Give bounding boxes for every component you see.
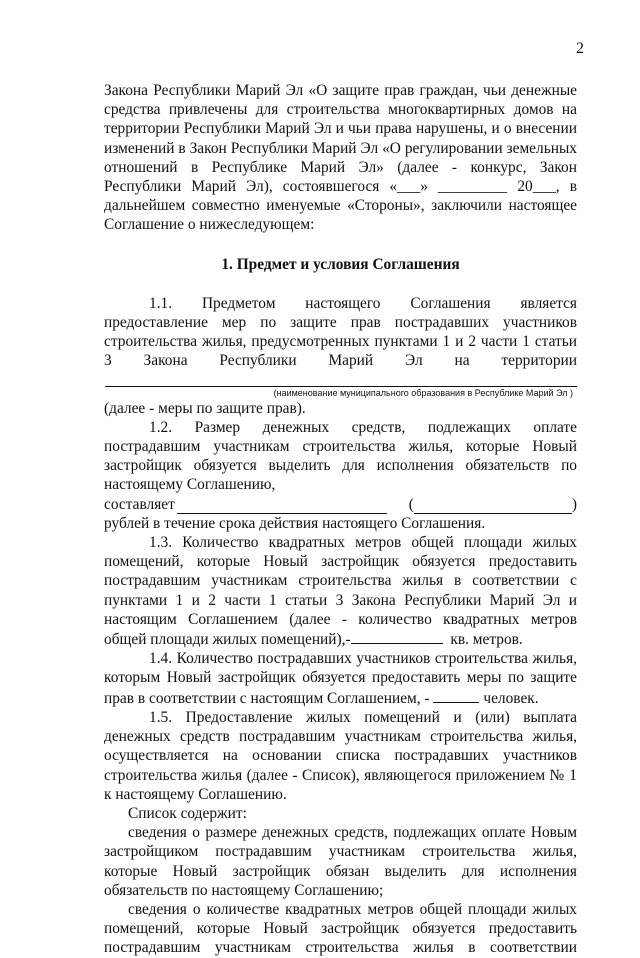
area-blank bbox=[351, 629, 443, 644]
people-count-blank bbox=[433, 688, 479, 703]
clause-1-2-text: 1.2. Размер денежных средств, подлежащих оплате пострадавшим участникам строительства жилья, которые Новый застройщик обязуется выделить для исполнения обязательств по настоящему Соглашению, bbox=[104, 418, 577, 494]
clause-1-3 bbox=[104, 533, 577, 649]
list-intro: Список содержит: bbox=[128, 804, 247, 822]
amount-label: составляет bbox=[104, 495, 175, 513]
list-item-area: сведения о количестве квадратных метров общей площади жилых помещений, которые Новый застройщик обязуется предоставить пострадавшим участникам строительства жилья в соответствии bbox=[104, 900, 577, 957]
clause-1-5: 1.5. Предоставление жилых помещений и (или) выплата денежных средств пострадавшим участникам строительства жилья, осуществляется на основании списка пострадавших участников строительства жилья (далее - Список), являющегося приложением № 1 к настоящему Соглашению. bbox=[104, 708, 577, 803]
list-item-amount: сведения о размере денежных средств, подлежащих оплате Новым застройщиком пострадавшим участникам строительства жилья, которые Новый застройщик обязан выделить для исполнения обязательств по настоящему Соглашению; bbox=[104, 824, 577, 899]
intro-paragraph: Закона Республики Марий Эл «О защите прав граждан, чьи денежные средства привлечены для строительства многоквартирных домов на территории Республики Марий Эл и чьи права нарушены, и о внесении изменений в Закон Республики Марий Эл «О регулировании земельных отношений в Республике Марий Эл» (далее - конкурс, Закон Республики Марий Эл), состоявшегося «___» _________ 20___, в дальнейшем совместно именуемые «Стороны», заключили настоящее Соглашение о нижеследующем: bbox=[104, 82, 577, 234]
amount-words-blank bbox=[414, 498, 572, 514]
clause-1-4 bbox=[104, 649, 577, 708]
clause-1-1-end: (далее - меры по защите прав). bbox=[104, 399, 306, 417]
territory-caption: (наименование муниципального образования в Республике Марий Эл ) bbox=[273, 387, 573, 398]
clause-1-3-end: кв. метров. bbox=[450, 631, 523, 649]
clause-1-3-text: 1.3. Количество квадратных метров общей площади жилых помещений, которые Новый застройщик обязуется предоставить пострадавшим участникам строительства жилья в соответствии с пунктами 1 и 2 части 1 статьи 3 Закона Республики Марий Эл и настоящим Соглашением (далее - количество квадратных метров общей площади жилых помещений),- bbox=[104, 534, 577, 649]
clause-1-1 bbox=[104, 294, 577, 418]
paren-open: ( bbox=[408, 495, 414, 513]
clause-1-4-end: человек. bbox=[483, 689, 539, 707]
clause-1-4-text: 1.4. Количество пострадавших участников строительства жилья, которым Новый застройщик обязуется предоставить меры по защите прав в соответствии с настоящим Соглашением, - bbox=[104, 650, 577, 707]
amount-numeric-blank bbox=[177, 498, 387, 514]
document-body bbox=[104, 81, 577, 958]
clause-1-1-text: 1.1. Предметом настоящего Соглашения является предоставление мер по защите прав пострадавших участников строительства жилья, предусмотренных пунктами 1 и 2 части 1 статьи 3 Закона Республики Марий Эл на территории bbox=[104, 294, 577, 370]
amount-line bbox=[104, 495, 577, 514]
page-number: 2 bbox=[576, 40, 584, 57]
section-title: 1. Предмет и условия Соглашения bbox=[221, 255, 460, 273]
territory-blank bbox=[105, 371, 577, 387]
paren-close: ) bbox=[571, 495, 577, 513]
clause-1-2 bbox=[104, 418, 577, 533]
clause-1-2-end: рублей в течение срока действия настоящего Соглашения. bbox=[104, 514, 486, 532]
territory-blank-line bbox=[104, 371, 577, 387]
